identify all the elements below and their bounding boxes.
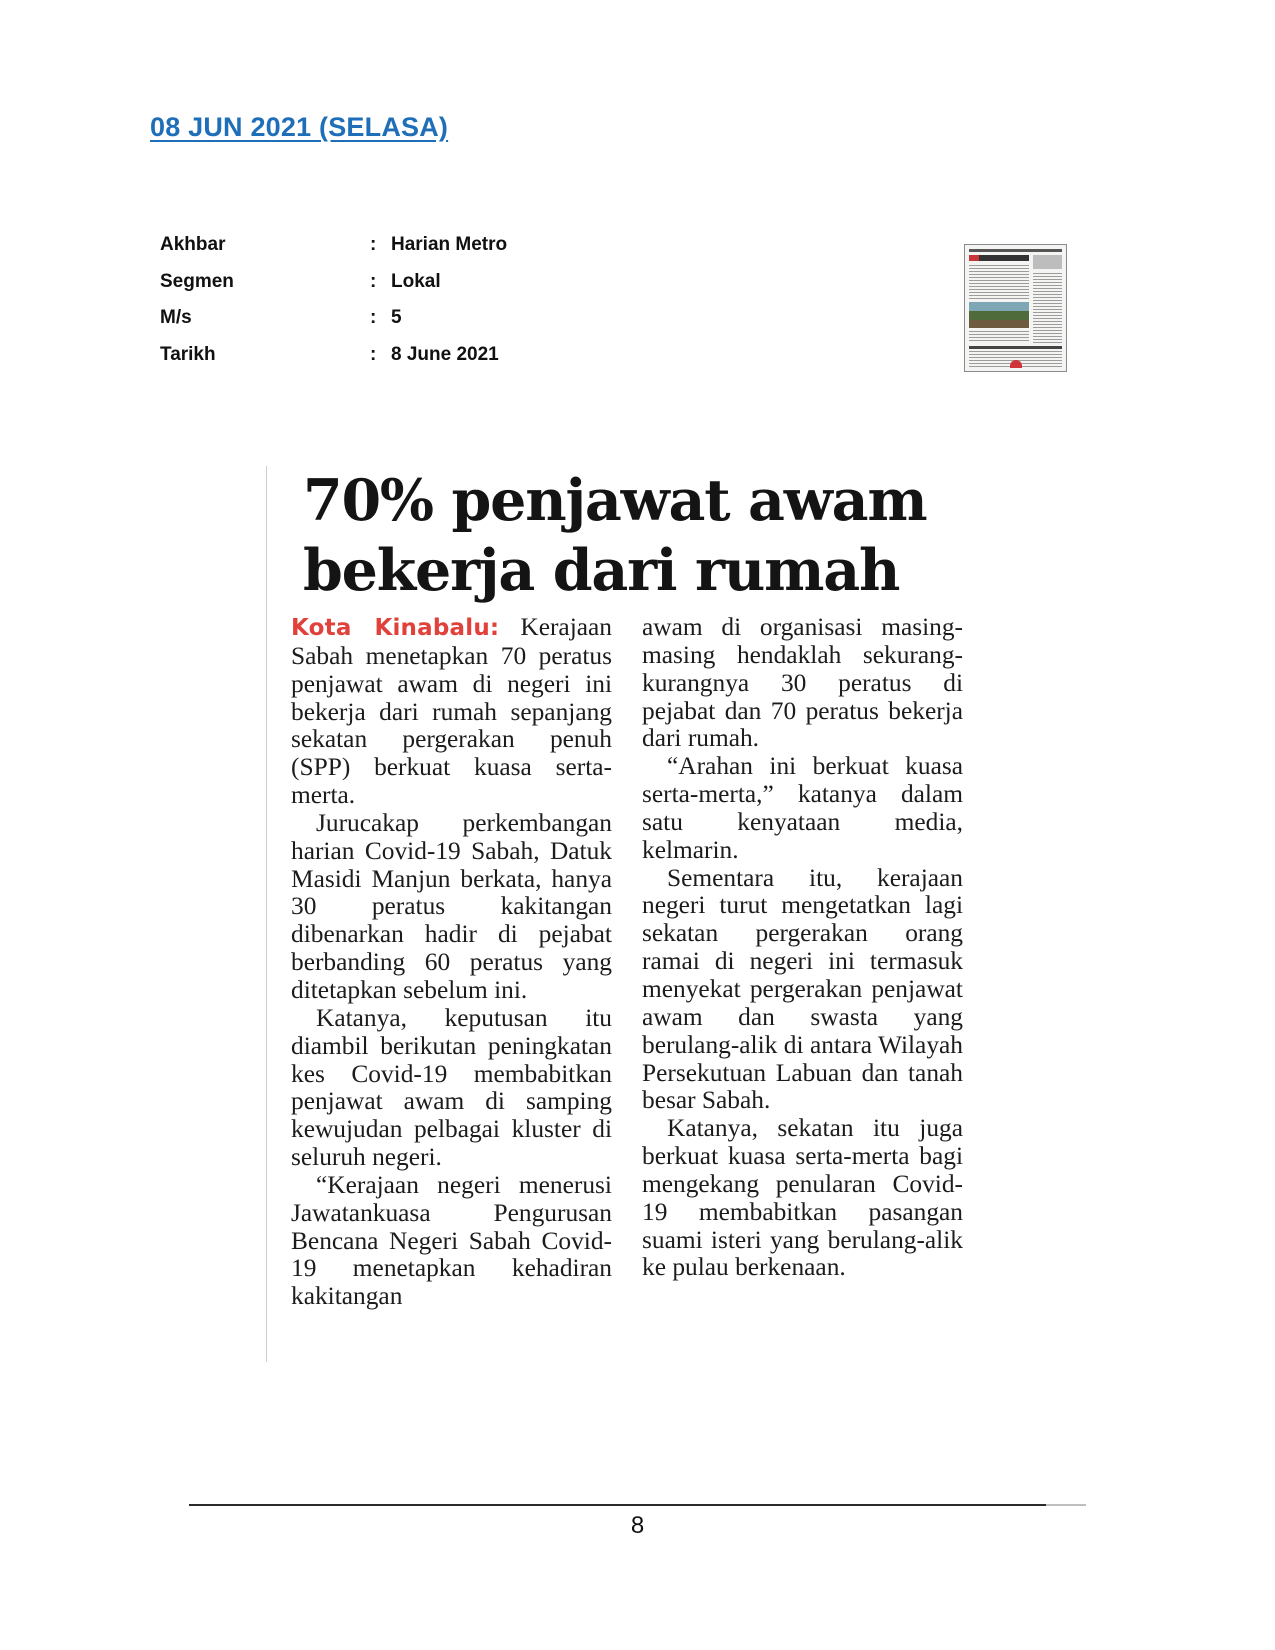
dateline: Kota Kinabalu: [291, 615, 500, 641]
meta-label: Segmen [160, 270, 234, 292]
article-paragraph: Katanya, keputusan itu diambil berikutan peningkatan kes Covid-19 membabitkan penjawat awam di samping kewujudan pelbagai kluster di seluruh negeri. [291, 1003, 612, 1172]
footer-rule-edge [1046, 1504, 1086, 1506]
page-number: 8 [630, 1512, 645, 1539]
headline-line-2: bekerja dari rumah [303, 537, 900, 604]
meta-value: 8 June 2021 [391, 343, 499, 365]
meta-value: Lokal [391, 270, 441, 292]
article-paragraph: Jurucakap perkembangan harian Covid-19 Sabah, Datuk Masidi Manjun berkata, hanya 30 peratus kakitangan dibenarkan hadir di pejabat berbanding 60 peratus yang ditetapkan sebelum ini. [291, 808, 612, 1004]
article-column-left [291, 614, 612, 1311]
meta-label: Tarikh [160, 343, 216, 365]
article-paragraph [291, 614, 612, 810]
meta-separator: : [370, 270, 377, 292]
footer-rule [189, 1504, 1086, 1506]
meta-value: Harian Metro [391, 234, 508, 255]
meta-separator: : [370, 343, 377, 365]
meta-separator: : [370, 234, 377, 255]
article-paragraph: “Arahan ini berkuat kuasa serta-merta,” katanya dalam satu kenyataan media, kelmarin. [642, 752, 963, 864]
meta-value: 5 [391, 307, 402, 328]
article-headline [303, 466, 963, 606]
meta-label: Akhbar [160, 234, 226, 255]
headline-line-1: 70% penjawat awam [303, 467, 927, 534]
paragraph-text: Kerajaan Sabah menetapkan 70 peratus penjawat awam di negeri ini bekerja dari rumah sepanjang sekatan pergerakan penuh (SPP) berkuat kuasa serta-merta. [291, 613, 612, 810]
date-heading: 08 JUN 2021 (SELASA) [150, 112, 449, 142]
article-paragraph: Sementara itu, kerajaan negeri turut mengetatkan lagi sekatan pergerakan orang ramai di negeri ini termasuk menyekat pergerakan penjawat awam dan swasta yang berulang-alik di antara Wilayah Persekutuan Labuan dan tanah besar Sabah. [642, 863, 963, 1115]
newspaper-page-thumbnail [964, 244, 1067, 372]
meta-label: M/s [160, 307, 192, 328]
article-paragraph: “Kerajaan negeri menerusi Jawatankuasa Pengurusan Bencana Negeri Sabah Covid-19 menetapkan kehadiran kakitangan [291, 1170, 612, 1311]
article-paragraph: awam di organisasi masing-masing hendaklah sekurang-kurangnya 30 peratus di pejabat dan 70 peratus bekerja dari rumah. [642, 613, 963, 753]
article-column-right [642, 614, 963, 1282]
meta-separator: : [370, 307, 377, 328]
article-paragraph: Katanya, sekatan itu juga berkuat kuasa serta-merta bagi mengekang penularan Covid-19 membabitkan pasangan suami isteri yang berulang-alik ke pulau berkenaan. [642, 1114, 963, 1282]
article-clipping [266, 466, 978, 1362]
